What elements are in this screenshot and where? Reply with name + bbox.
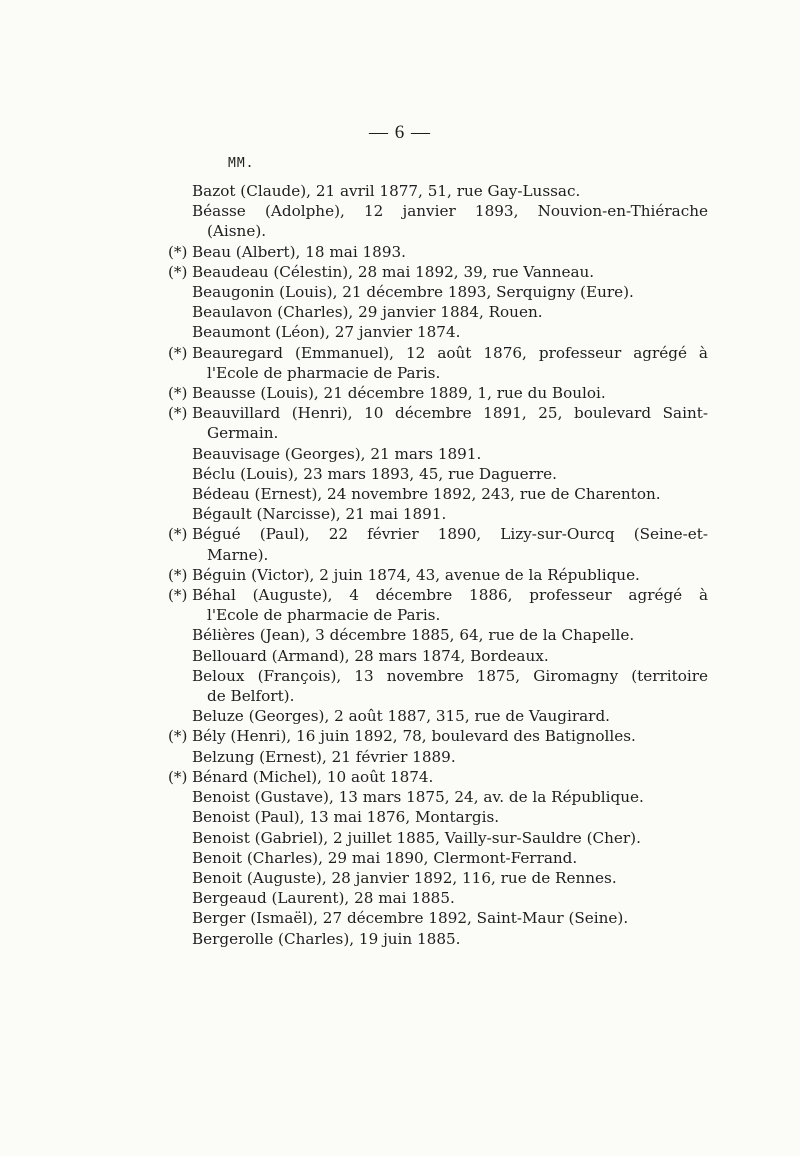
list-item xyxy=(168,585,708,625)
entry-text: Beausse (Louis), 21 décembre 1889, 1, rue du Bouloi. xyxy=(192,384,606,403)
entry-text: Benoit (Charles), 29 mai 1890, Clermont-Ferrand. xyxy=(192,848,578,867)
list-item xyxy=(168,767,708,787)
entry-text: Beaudeau (Célestin), 28 mai 1892, 39, rue Vanneau. xyxy=(192,262,595,281)
list-item xyxy=(168,242,708,262)
list-item xyxy=(168,868,708,888)
list-item xyxy=(168,908,708,928)
list-item xyxy=(168,625,708,645)
list-item xyxy=(168,848,708,868)
entry-continuation: Marne). xyxy=(207,545,269,564)
list-item xyxy=(168,504,708,524)
entry-text: Beloux (François), 13 novembre 1875, Giromagny (territoire xyxy=(192,666,708,685)
entry-text: Beaulavon (Charles), 29 janvier 1884, Rouen. xyxy=(192,303,543,322)
entry-text: Belzung (Ernest), 21 février 1889. xyxy=(192,747,456,766)
list-item xyxy=(168,888,708,908)
list-item xyxy=(168,444,708,464)
list-item xyxy=(168,929,708,949)
entry-text: Bergeaud (Laurent), 28 mai 1885. xyxy=(192,889,455,908)
entry-text: Beaumont (Léon), 27 janvier 1874. xyxy=(192,323,461,342)
list-item xyxy=(168,807,708,827)
entry-text: Bégault (Narcisse), 21 mai 1891. xyxy=(192,505,447,524)
salutation: MM. xyxy=(228,156,255,171)
entry-marker: (*) xyxy=(168,586,188,605)
entry-continuation: de Belfort). xyxy=(207,687,295,706)
entry-marker: (*) xyxy=(168,525,188,544)
list-item xyxy=(168,706,708,726)
list-item xyxy=(168,524,708,564)
entry-text: Bénard (Michel), 10 août 1874. xyxy=(192,767,434,786)
entry-text: Beauvisage (Georges), 21 mars 1891. xyxy=(192,444,482,463)
list-item xyxy=(168,828,708,848)
entry-text: Béhal (Auguste), 4 décembre 1886, professeur agrégé à xyxy=(192,586,708,605)
entry-marker: (*) xyxy=(168,727,188,746)
entry-marker: (*) xyxy=(168,767,188,786)
entry-marker: (*) xyxy=(168,565,188,584)
list-item xyxy=(168,787,708,807)
list-item xyxy=(168,201,708,241)
entry-text: Benoit (Auguste), 28 janvier 1892, 116, rue de Rennes. xyxy=(192,868,617,887)
entry-text: Benoist (Gustave), 13 mars 1875, 24, av. de la République. xyxy=(192,788,644,807)
entry-text: Benoist (Gabriel), 2 juillet 1885, Vailly-sur-Sauldre (Cher). xyxy=(192,828,641,847)
list-item xyxy=(168,484,708,504)
list-item xyxy=(168,383,708,403)
entry-text: Bégué (Paul), 22 février 1890, Lizy-sur-Ourcq (Seine-et- xyxy=(192,525,708,544)
entry-continuation: (Aisne). xyxy=(207,222,267,241)
list-item xyxy=(168,181,708,201)
list-item xyxy=(168,464,708,484)
entry-text: Bazot (Claude), 21 avril 1877, 51, rue Gay-Lussac. xyxy=(192,182,581,200)
list-item xyxy=(168,646,708,666)
list-item xyxy=(168,322,708,342)
list-item xyxy=(168,282,708,302)
entry-continuation: l'Ecole de pharmacie de Paris. xyxy=(207,606,441,625)
entry-text: Bély (Henri), 16 juin 1892, 78, boulevard des Batignolles. xyxy=(192,727,636,746)
list-item xyxy=(168,302,708,322)
entry-text: Bélières (Jean), 3 décembre 1885, 64, rue de la Chapelle. xyxy=(192,626,635,645)
entry-text: Beau (Albert), 18 mai 1893. xyxy=(192,242,406,261)
entry-text: Béasse (Adolphe), 12 janvier 1893, Nouvion-en-Thiérache xyxy=(192,202,708,221)
list-item xyxy=(168,403,708,443)
entry-marker: (*) xyxy=(168,242,188,261)
entry-text: Beaugonin (Louis), 21 décembre 1893, Serquigny (Eure). xyxy=(192,283,634,302)
entry-text: Beauregard (Emmanuel), 12 août 1876, professeur agrégé à xyxy=(192,343,708,362)
list-item xyxy=(168,666,708,706)
list-item xyxy=(168,343,708,383)
entry-text: Bédeau (Ernest), 24 novembre 1892, 243, rue de Charenton. xyxy=(192,485,661,504)
entry-text: Bellouard (Armand), 28 mars 1874, Bordeaux. xyxy=(192,646,549,665)
list-item xyxy=(168,565,708,585)
entry-text: Béclu (Louis), 23 mars 1893, 45, rue Daguerre. xyxy=(192,464,557,483)
entry-text: Benoist (Paul), 13 mai 1876, Montargis. xyxy=(192,808,500,827)
member-list xyxy=(168,181,708,949)
entry-marker: (*) xyxy=(168,343,188,362)
entry-text: Bergerolle (Charles), 19 juin 1885. xyxy=(192,929,461,948)
entry-text: Beauvillard (Henri), 10 décembre 1891, 25, boulevard Saint- xyxy=(192,404,708,423)
list-item xyxy=(168,747,708,767)
entry-text: Béguin (Victor), 2 juin 1874, 43, avenue de la République. xyxy=(192,565,640,584)
entry-text: Beluze (Georges), 2 août 1887, 315, rue de Vaugirard. xyxy=(192,707,610,726)
entry-marker: (*) xyxy=(168,262,188,281)
entry-marker: (*) xyxy=(168,404,188,423)
list-item xyxy=(168,726,708,746)
entry-continuation: Germain. xyxy=(207,424,279,443)
entry-continuation: l'Ecole de pharmacie de Paris. xyxy=(207,363,441,382)
entry-marker: (*) xyxy=(168,384,188,403)
page-number: — 6 — xyxy=(369,122,431,143)
list-item xyxy=(168,262,708,282)
entry-text: Berger (Ismaël), 27 décembre 1892, Saint-Maur (Seine). xyxy=(192,909,629,928)
